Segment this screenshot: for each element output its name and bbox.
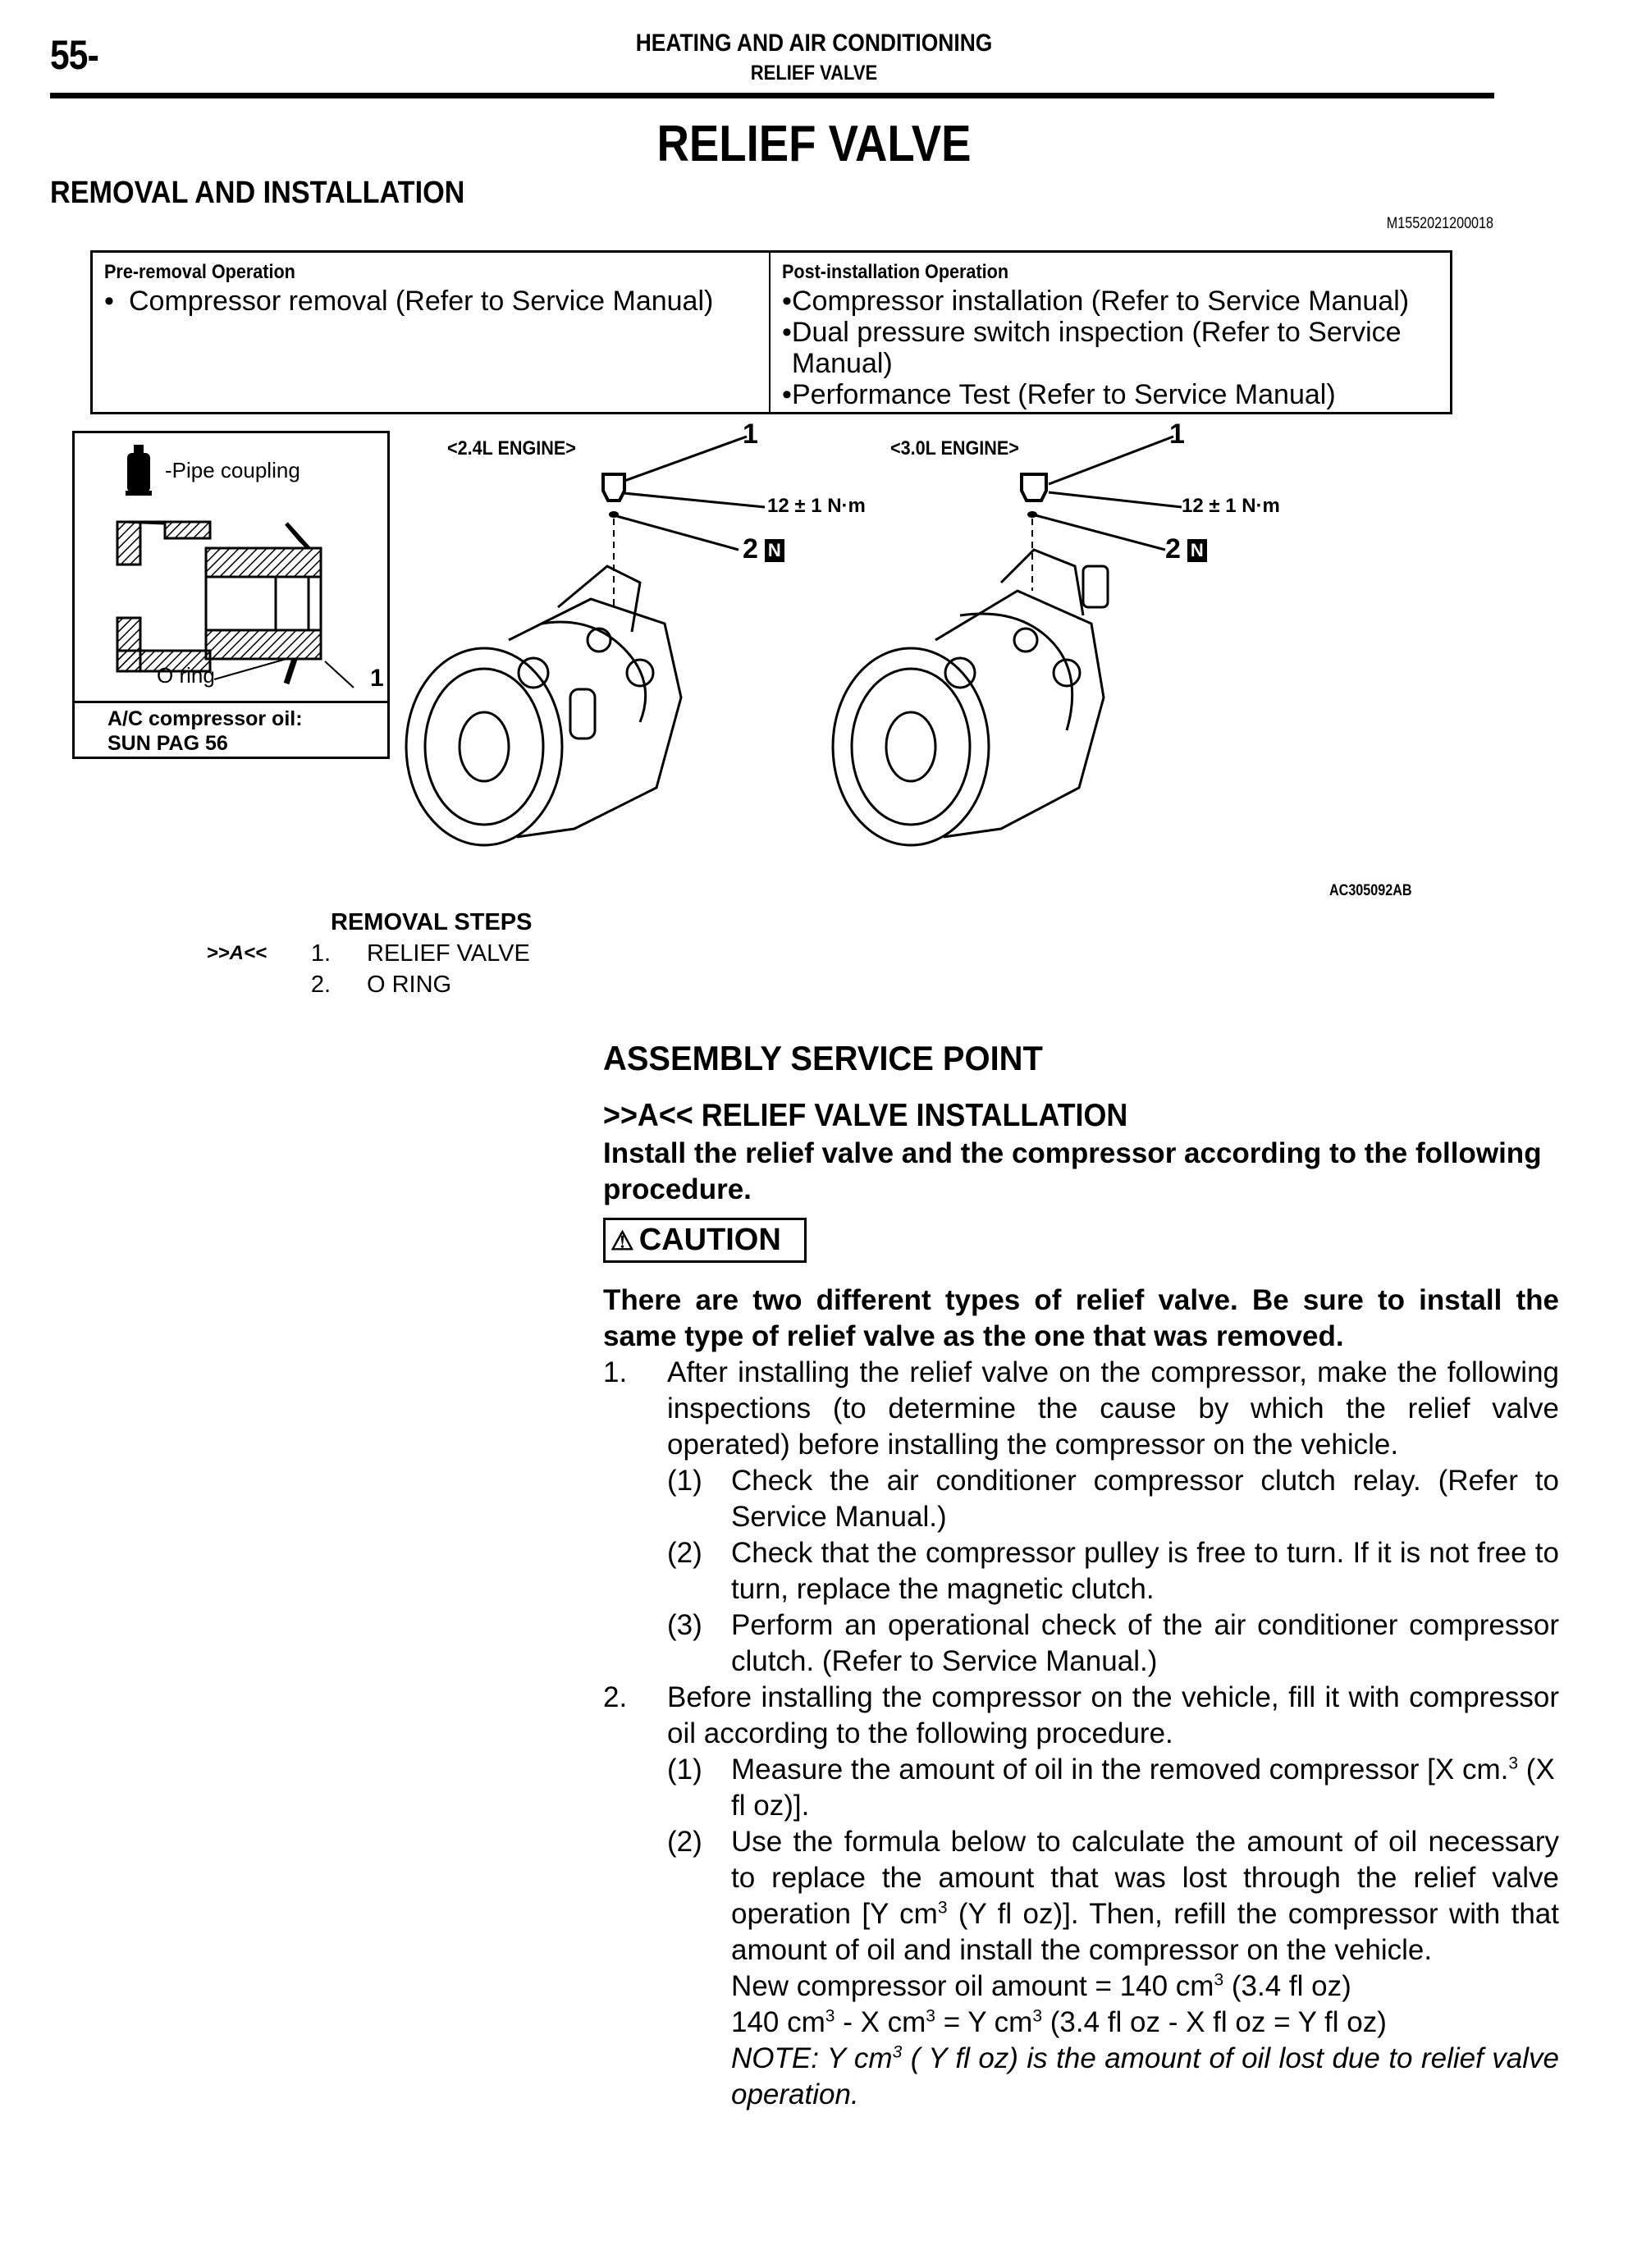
- compressor-oil-spec: A/C compressor oil: SUN PAG 56: [75, 701, 387, 757]
- compressor-2-4l-illustration: [394, 427, 771, 870]
- post-installation-item: • Performance Test (Refer to Service Manual): [782, 379, 1336, 410]
- formula-note: NOTE: Y $cm^3$ ( Y fl oz) is the amount of oil lost due to relief valve operation.: [731, 2042, 1559, 2110]
- removal-steps-heading: REMOVAL STEPS: [331, 909, 533, 935]
- removal-steps: [123, 907, 532, 1000]
- pre-removal-heading: Pre-removal Operation: [104, 261, 295, 283]
- o-ring-icon: [1027, 511, 1037, 518]
- new-part-badge: N: [765, 539, 784, 562]
- operations-table: [90, 250, 1452, 414]
- assembly-intro: Install the relief valve and the compressor according to the following procedure.: [603, 1137, 1542, 1205]
- removal-step: >>A<< 1. RELIEF VALVE: [123, 938, 532, 969]
- engine-b-label: <3.0L ENGINE>: [890, 437, 1019, 460]
- procedure-substep: (1) Check the air conditioner compressor clutch relay. (Refer to Service Manual.): [667, 1465, 1559, 1533]
- engine-b-callout-2: 2 N: [1165, 533, 1207, 565]
- engine-a-torque: 12 ± 1 N·m: [767, 495, 866, 517]
- o-ring-icon: [609, 511, 619, 518]
- procedure-substep: (2) Check that the compressor pulley is free to turn. If it is not free to turn, replace the magnetic clutch.: [667, 1537, 1559, 1605]
- engine-a-callout-1: 1: [743, 418, 758, 450]
- bullet-icon: •: [782, 317, 792, 348]
- post-installation-item: • Compressor installation (Refer to Service Manual): [782, 286, 1410, 317]
- page-number: 55-: [50, 32, 98, 78]
- engine-b-callout-1: 1: [1169, 418, 1185, 450]
- procedure-list: [603, 1355, 1559, 2113]
- pipe-coupling-icon: [126, 445, 152, 496]
- procedure-step: 1. After installing the relief valve on the compressor, make the following inspections (to determine the cause by which the relief valve operated) before installing the compressor on the vehicle. (1) Check the air conditioner compressor clutch relay. (Refer to Service Manual.) (2) Check that the compressor pulley is free to turn. If it is not free to turn, replace the magnetic clutch. (3) Perform an operational check of the air conditioner compressor clutch. (Refer to Service Manual.): [603, 1355, 1559, 1680]
- o-ring-label: O ring: [157, 663, 215, 688]
- caution-text: There are two different types of relief valve. Be sure to install the same type of relief valve as the one that was removed.: [603, 1284, 1559, 1352]
- post-installation-column: [771, 253, 1450, 412]
- service-point-marker: >>A<<: [206, 942, 267, 964]
- page-title: RELIEF VALVE: [656, 116, 972, 172]
- post-installation-heading: Post-installation Operation: [782, 261, 1009, 283]
- pre-removal-column: [93, 253, 771, 412]
- section-heading: REMOVAL AND INSTALLATION: [50, 176, 465, 210]
- removal-step: 2. O RING: [310, 972, 452, 998]
- procedure-substep: (3) Perform an operational check of the air conditioner compressor clutch. (Refer to Service Manual.): [667, 1609, 1559, 1677]
- caution-box: ⚠ CAUTION: [603, 1218, 807, 1263]
- procedure-substep: (2) Use the formula below to calculate the amount of oil necessary to replace the amount that was lost through the relief valve operation [Y $cm^3$ (Y fl oz)]. Then, refill the compressor with that amount of oil and install the compressor on the vehicle. New compressor oil amount = 140 $cm^3$ (3.4 fl oz) 140 $cm^3$ - X $cm^3 = Y$ $cm^3$ (3.4 fl oz - X fl oz = Y fl oz) NOTE: Y $cm^3$ ( Y fl oz) is the amount of oil lost due to relief valve operation.: [667, 1824, 1559, 2113]
- bullet-icon: •: [782, 286, 792, 317]
- assembly-subheading: >>A<< RELIEF VALVE INSTALLATION: [603, 1098, 1128, 1133]
- bullet-icon: •: [782, 379, 792, 410]
- pre-removal-item: • Compressor removal (Refer to Service Manual): [104, 286, 714, 317]
- engine-a-callout-2: 2 N: [743, 533, 784, 565]
- bullet-icon: •: [104, 286, 114, 317]
- engine-a-label: <2.4L ENGINE>: [447, 437, 576, 460]
- section-title: HEATING AND AIR CONDITIONING: [635, 30, 993, 57]
- engine-b-torque: 12 ± 1 N·m: [1182, 495, 1280, 517]
- header-rule: [50, 93, 1494, 98]
- relief-valve-icon: [603, 474, 624, 501]
- oil-formula: New compressor oil amount = 140 $cm^3$ (3.4 fl oz) 140 $cm^3$ - X $cm^3 = Y$ $cm^3$ (3.4 fl oz - X fl oz = Y fl oz) NOTE: Y $cm^3$ ( Y fl oz) is the amount of oil lost due to relief valve operation.: [731, 1968, 1559, 2113]
- procedure-substep: (1) Measure the amount of oil in the removed compressor [X cm.$^3$ (X fl oz)].: [667, 1754, 1555, 1822]
- section-subtitle: RELIEF VALVE: [750, 62, 878, 85]
- document-code: M1552021200018: [1386, 215, 1493, 232]
- pipe-coupling-inset: [72, 431, 390, 759]
- procedure-step: 2. Before installing the compressor on the vehicle, fill it with compressor oil according to the following procedure. (1) Measure the amount of oil in the removed compressor [X cm.$^3$ (X fl oz)]. (2) Use the formula below to calculate the amount of oil necessary to replace the amount that was lost through the relief valve operation [Y $cm^3$ (Y fl oz)]. Then, refill the compressor with that amount of oil and install the compressor on the vehicle. New compressor oil amount = 140 $cm^3$ (3.4 fl oz) 140 $cm^3$ - X $cm^3 = Y$ $cm^3$ (3.4 fl oz - X fl oz = Y fl oz) NOTE: Y $cm^3$ ( Y fl oz) is the amount of oil lost due to relief valve operation.: [603, 1680, 1559, 2113]
- callout-1: 1: [370, 665, 384, 692]
- compressor-3-0l-illustration: [821, 427, 1198, 870]
- figure-code: AC305092AB: [1329, 882, 1412, 899]
- assembly-heading: ASSEMBLY SERVICE POINT: [603, 1039, 1043, 1077]
- relief-valve-icon: [1022, 474, 1046, 501]
- warning-triangle-icon: ⚠: [610, 1226, 634, 1255]
- pipe-coupling-label: -Pipe coupling: [165, 458, 300, 482]
- assembly-service-point: [603, 1032, 1559, 2113]
- post-installation-item: • Dual pressure switch inspection (Refer to Service Manual): [782, 317, 1402, 379]
- new-part-badge: N: [1187, 539, 1207, 562]
